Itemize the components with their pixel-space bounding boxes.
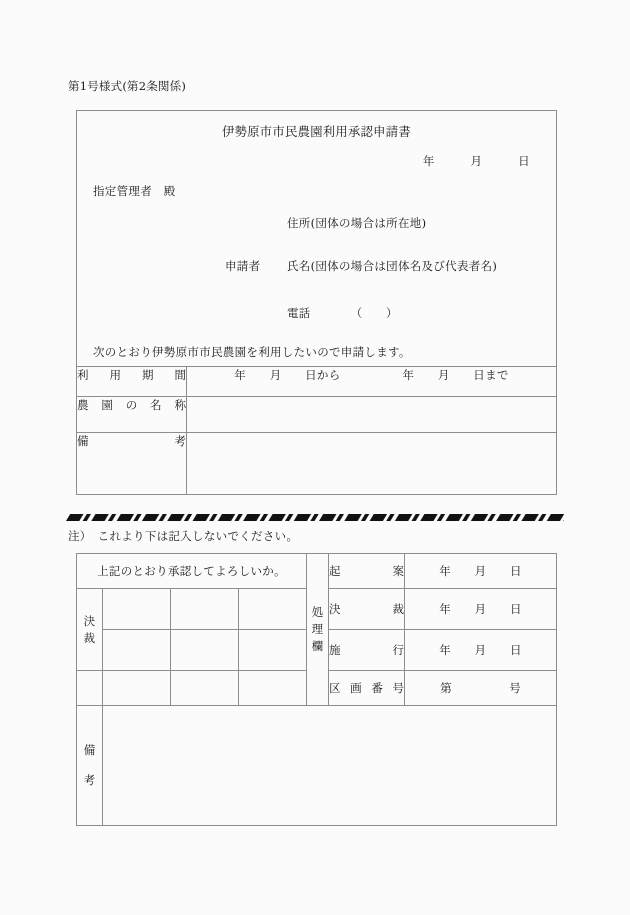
- form-header-cell: [77, 111, 557, 367]
- proc-value-kuban[interactable]: 第 号: [405, 671, 557, 706]
- office-remarks-char-1: 備: [83, 742, 96, 757]
- decision-spacer-c3: [239, 671, 307, 706]
- office-remarks-value-cell[interactable]: [103, 706, 557, 826]
- decision-label-char-1: 決: [83, 613, 96, 628]
- decision-spacer-c1: [103, 671, 171, 706]
- table-row-period: [77, 367, 557, 397]
- decision-cell-r2c1[interactable]: [103, 630, 171, 671]
- period-to-text: 年 月 日まで: [402, 368, 509, 382]
- row-label-remarks-text: 備考: [77, 434, 186, 448]
- decision-cell-r1c1[interactable]: [103, 589, 171, 630]
- processing-label-char-2: 理: [311, 622, 324, 637]
- addressee-label: 指定管理者 殿: [93, 184, 176, 198]
- table-row-remarks: [77, 433, 557, 495]
- decision-label-char-2: 裁: [83, 630, 96, 645]
- applicant-name-row: [225, 258, 497, 274]
- proc-label-kuban: 区画番号: [329, 671, 405, 706]
- period-from-text: 年 月 日から: [234, 368, 341, 382]
- processing-label-char-3: 欄: [311, 638, 324, 653]
- row-label-farm-name-text: 農園の名称: [77, 398, 186, 412]
- table-row-office-remarks: [77, 706, 557, 826]
- address-field-label: 住所(団体の場合は所在地): [287, 216, 427, 230]
- page-title: 伊勢原市市民農園利用承認申請書: [222, 125, 411, 139]
- telephone-row: [287, 305, 398, 321]
- decision-cell-r2c3[interactable]: [239, 630, 307, 671]
- telephone-parens: （ ）: [350, 306, 398, 320]
- office-remarks-char-2: 考: [83, 772, 96, 787]
- proc-label-kessai: 決裁: [329, 589, 405, 630]
- decision-spacer-c2: [171, 671, 239, 706]
- proc-date-kessai[interactable]: 年 月 日: [405, 589, 557, 630]
- table-row-approval: [77, 554, 557, 589]
- submission-date-line: 年 月 日: [422, 154, 530, 168]
- approval-question-cell: 上記のとおり承認してよろしいか。: [77, 554, 307, 589]
- application-form-table: [76, 110, 557, 495]
- processing-label-char-1: 処: [311, 605, 324, 620]
- proc-label-kian: 起案: [329, 554, 405, 589]
- row-label-period: [77, 367, 187, 397]
- processing-column-label: [307, 554, 329, 706]
- office-remarks-label: [77, 706, 103, 826]
- table-row: [77, 111, 557, 367]
- remarks-value-cell[interactable]: [187, 433, 557, 495]
- farm-name-value-cell[interactable]: [187, 397, 557, 433]
- row-label-farm-name: [77, 397, 187, 433]
- proc-date-shiko[interactable]: 年 月 日: [405, 630, 557, 671]
- decision-column-label: [77, 589, 103, 671]
- decision-cell-r1c2[interactable]: [171, 589, 239, 630]
- office-use-table: [76, 553, 557, 826]
- do-not-write-note: 注） これより下は記入しないでください。: [68, 529, 299, 543]
- telephone-label: 電話: [287, 306, 311, 320]
- row-label-remarks: [77, 433, 187, 495]
- decision-spacer-left: [77, 671, 103, 706]
- decision-cell-r2c2[interactable]: [171, 630, 239, 671]
- table-row-farm-name: [77, 397, 557, 433]
- scissors-cut-line-icon: [66, 514, 564, 522]
- application-statement: 次のとおり伊勢原市市民農園を利用したいので申請します。: [93, 345, 411, 359]
- period-value-cell[interactable]: [187, 367, 557, 397]
- applicant-label: 申請者: [225, 259, 261, 273]
- proc-date-kian[interactable]: 年 月 日: [405, 554, 557, 589]
- row-label-period-text: 利用期間: [77, 368, 186, 382]
- proc-label-shiko: 施行: [329, 630, 405, 671]
- form-number-label: 第1号様式(第2条関係): [68, 79, 187, 93]
- name-field-label: 氏名(団体の場合は団体名及び代表者名): [287, 259, 498, 273]
- decision-cell-r1c3[interactable]: [239, 589, 307, 630]
